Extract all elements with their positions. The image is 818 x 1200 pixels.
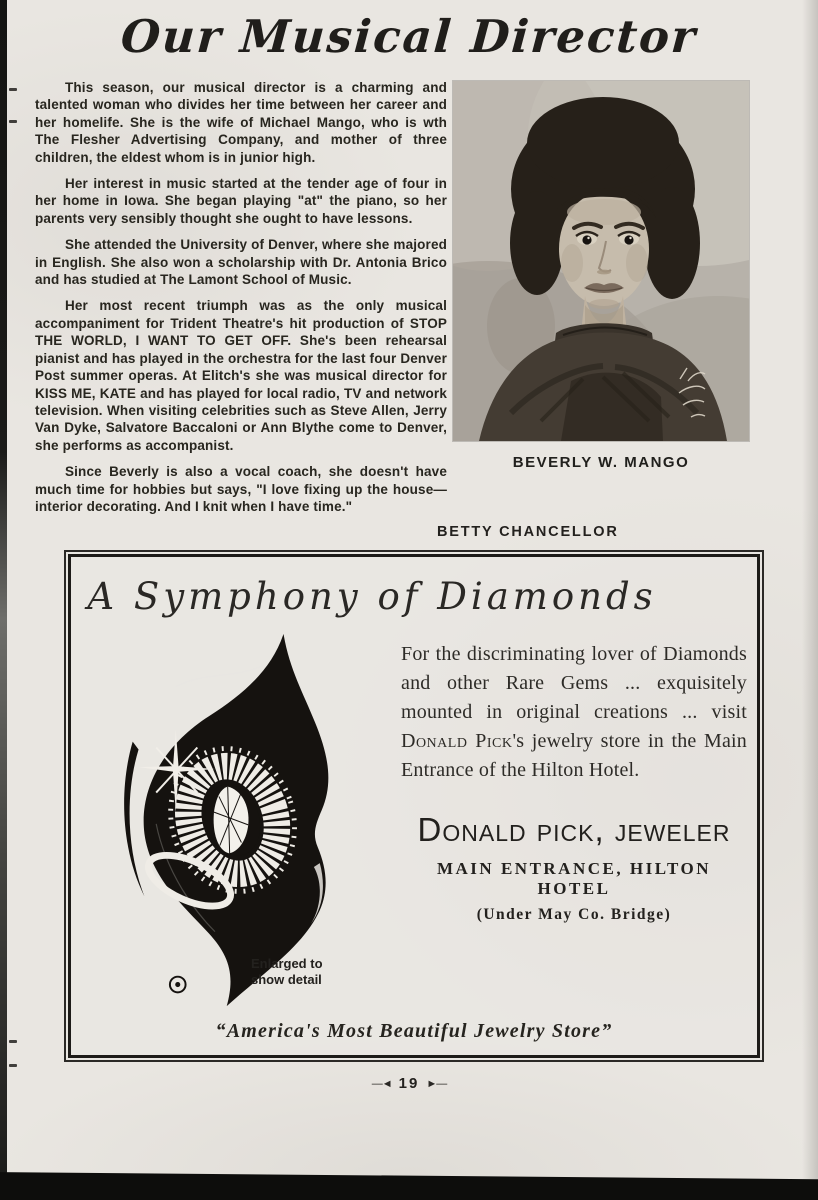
fleuron-right-icon: ►— [426,1077,447,1090]
ad-slogan: “America's Most Beautiful Jewelry Store” [215,1020,613,1043]
byline: BETTY CHANCELLOR [437,524,619,541]
advertisement-inner-border [68,554,760,1058]
fleuron-left-icon: —◄ [371,1077,392,1090]
binding-mark [9,120,17,123]
binding-mark [9,1040,17,1043]
store-address-line2: (Under May Co. Bridge) [476,906,672,924]
page-right-shadow [802,0,818,1200]
page-binding-edge [0,0,7,1190]
photo-block [453,81,785,471]
ad-copy-part2: 's jewelry store in the Main Entrance of the Hilton Hotel. [401,730,747,782]
illustration-note: Enlarged to show detail [251,956,323,988]
article-paragraph: This season, our musical director is a charming and talented woman who divides her time between her career and her homelife. She is the wife of Michael Mango, who is wth The Flesher Advertising Company, and mother of three children, the eldest whom is in junior high. [35,80,447,165]
ad-text-column [393,626,747,1010]
binding-mark [9,1064,17,1067]
ad-copy [401,640,747,785]
article-paragraph: Her most recent triumph was as the only musical accompaniment for Trident Theatre's hit production of STOP THE WORLD, I WANT TO GET OFF. She's been rehearsal pianist and has played in the orchestra for the last four Denver Post summer operas. At Elitch's she was musical director for KISS ME, KATE and has played for local radio, TV and network television. When visiting celebrities such as Steve Allen, Jerry Van Dyke, Salvatore Baccaloni or Ann Blythe come to Denver, she performs as accompanist. [35,298,447,453]
article-paragraph: She attended the University of Denver, where she majored in English. She also won a scholarship with Dr. Antonia Brico and has studied at The Lamont School of Music. [35,237,447,288]
store-name: Donald pick, jeweler [417,811,731,849]
article-paragraph: Her interest in music started at the tender age of four in her home in Iowa. She began playing "at" the piano, so her parents very sensibly thought she ought to have lessons. [35,176,447,226]
page-title: Our Musical Director [119,10,699,63]
page-bottom-edge [0,1172,818,1200]
photo-caption: BEVERLY W. MANGO [512,454,690,471]
ad-copy-part1: For the discriminating lover of Diamonds and other Rare Gems ... exquisitely mounted in original creations ... visit [401,643,747,724]
leaf-crescent [124,742,144,897]
ad-title: A Symphony of Diamonds [87,575,657,619]
page-footer [0,1075,818,1092]
article [35,79,785,540]
article-paragraph: Since Beverly is also a vocal coach, she doesn't have much time for hobbies but says, "I love fixing up the house—interior decorating. And I knit when I have time." [35,464,447,514]
store-address-line1: MAIN ENTRANCE, HILTON HOTEL [436,859,711,899]
advertisement [64,550,764,1062]
binding-mark [9,88,17,91]
ad-illustration-area [91,626,393,1010]
page-number: 19 [398,1075,420,1093]
ad-copy-brand: Donald Pick [401,730,513,753]
portrait-illustration [453,81,749,441]
diamond-ring-illustration [117,628,357,1010]
copyright-mark-icon [170,977,186,993]
